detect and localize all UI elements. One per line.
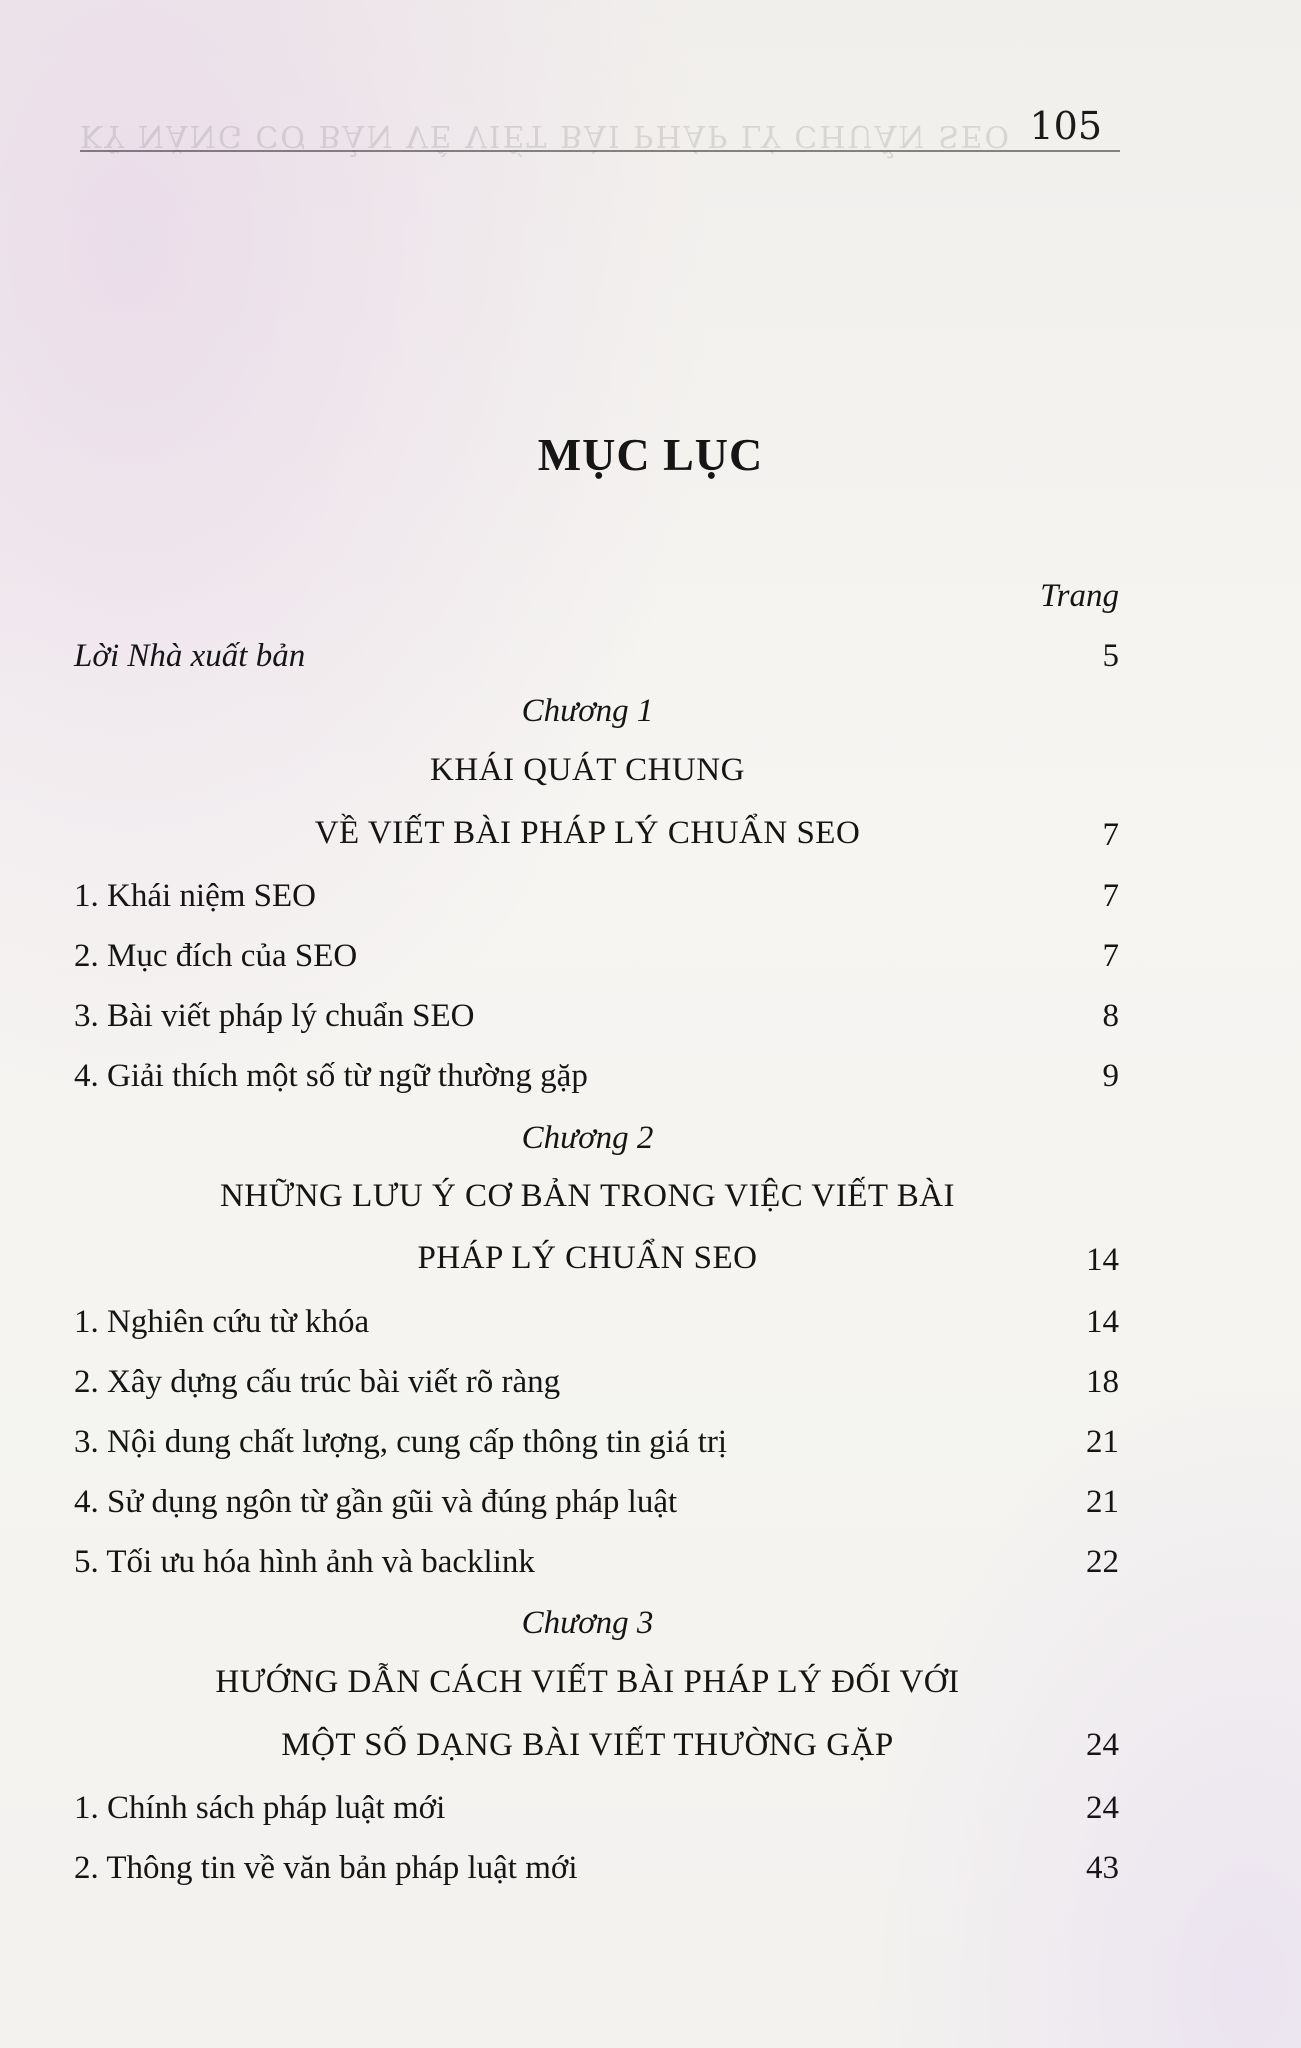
toc-entry-page: 18 [1086, 1364, 1119, 1400]
toc-entry [74, 1786, 1119, 1830]
page-title: MỤC LỤC [537, 429, 764, 480]
toc-entry-label: 2. Mục đích của SEO [74, 938, 358, 974]
toc-entry-page: 8 [1102, 998, 1119, 1034]
toc-entry-page: 5 [1102, 638, 1119, 674]
toc-entry-page: 7 [1102, 938, 1119, 974]
toc-entry-label: 3. Nội dung chất lượng, cung cấp thông tin giá trị [74, 1424, 728, 1460]
chapter-3-title-line1: HƯỚNG DẪN CÁCH VIẾT BÀI PHÁP LÝ ĐỐI VỚI [215, 1664, 960, 1700]
toc-entry-page: 9 [1102, 1058, 1119, 1094]
toc-entry [74, 1540, 1119, 1584]
toc-entry-page: 21 [1086, 1424, 1119, 1460]
toc-entry-page: 24 [1086, 1790, 1119, 1826]
chapter-3-tag: Chương 3 [521, 1605, 654, 1641]
toc-entry-label: 5. Tối ưu hóa hình ảnh và backlink [74, 1544, 535, 1580]
toc-entry-label: 2. Thông tin về văn bản pháp luật mới [74, 1850, 578, 1886]
toc-entry-page: 14 [1086, 1304, 1119, 1340]
toc-entry [74, 934, 1119, 978]
toc-entry [74, 874, 1119, 918]
toc-entry-page: 22 [1086, 1544, 1119, 1580]
toc-entry [74, 1420, 1119, 1464]
toc-entry-label: 4. Giải thích một số từ ngữ thường gặp [74, 1058, 588, 1094]
page-column-label: Trang [1040, 578, 1119, 614]
chapter-1-page: 7 [1102, 817, 1119, 853]
chapter-3-page: 24 [1086, 1727, 1119, 1763]
toc-front-matter [74, 634, 1119, 678]
toc-entry-page: 7 [1102, 878, 1119, 914]
faded-running-head: KỸ NĂNG CƠ BẢN VỀ VIẾT BÀI PHÁP LÝ CHUẨN SEO [80, 118, 1012, 153]
chapter-2-page: 14 [1086, 1242, 1119, 1278]
page-number: 105 [1029, 104, 1102, 148]
toc-entry-label: Lời Nhà xuất bản [74, 638, 306, 674]
toc-entry-page: 43 [1086, 1850, 1119, 1886]
toc-entry-label: 1. Khái niệm SEO [74, 878, 316, 914]
chapter-1-title-line2: VỀ VIẾT BÀI PHÁP LÝ CHUẨN SEO [314, 815, 861, 851]
toc-entry-page: 21 [1086, 1484, 1119, 1520]
toc-entry-label: 2. Xây dựng cấu trúc bài viết rõ ràng [74, 1364, 561, 1400]
toc-entry-label: 1. Chính sách pháp luật mới [74, 1790, 446, 1826]
chapter-2-title-line2: PHÁP LÝ CHUẨN SEO [417, 1240, 758, 1276]
chapter-1-tag: Chương 1 [521, 693, 654, 729]
toc-entry [74, 1054, 1119, 1098]
toc-entry [74, 1360, 1119, 1404]
chapter-2-tag: Chương 2 [521, 1120, 654, 1156]
toc-entry [74, 1300, 1119, 1344]
toc-entry-label: 3. Bài viết pháp lý chuẩn SEO [74, 998, 475, 1034]
toc-entry-label: 4. Sử dụng ngôn từ gần gũi và đúng pháp luật [74, 1484, 678, 1520]
chapter-2-title-line1: NHỮNG LƯU Ý CƠ BẢN TRONG VIỆC VIẾT BÀI [219, 1178, 956, 1214]
chapter-1-title-line1: KHÁI QUÁT CHUNG [430, 752, 745, 788]
toc-entry-label: 1. Nghiên cứu từ khóa [74, 1304, 370, 1340]
toc-entry [74, 994, 1119, 1038]
toc-entry [74, 1846, 1119, 1890]
chapter-3-title-line2: MỘT SỐ DẠNG BÀI VIẾT THƯỜNG GẶP [281, 1727, 894, 1763]
toc-entry [74, 1480, 1119, 1524]
